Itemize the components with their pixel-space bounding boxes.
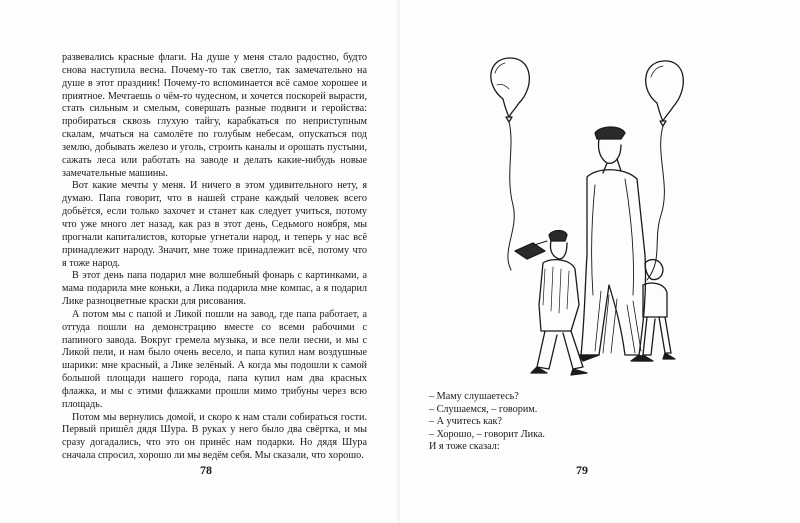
dialogue-line: – А учитесь как? xyxy=(429,416,502,428)
right-balloon-icon xyxy=(646,61,684,280)
boy-with-flag-figure xyxy=(515,231,587,376)
right-page xyxy=(400,0,800,523)
page-number-right: 79 xyxy=(576,463,588,477)
dialogue-block xyxy=(429,391,689,454)
paragraph: В этот день папа подарил мне волшебный фонарь с картинками, а мама подарила мне коньки, а Лика подарила мне компас, а я подарил Лике разноцветные краски для рисования. xyxy=(62,270,367,308)
dialogue-line: – Слушаемся, – говорим. xyxy=(429,403,538,415)
father-figure xyxy=(579,127,651,361)
paragraph: А потом мы с папой и Ликой пошли на завод, где папа работает, а оттуда пошли на демонстрацию вместе со всеми рабочими с папиного завода. Вокруг гремела музыка, и все пели песни, и мы с Ликой пели, и нам было очень весело, и папа купил нам воздушные шарики: мне красный, а Лике зелёный. А когда мы подошли к самой большой площади нашего города, папа купил нам два красных флажка, и мы с этими флажками прошли мимо трибуны через всю площадь. xyxy=(62,308,367,410)
paragraph: Вот какие мечты у меня. И ничего в этом удивительного нету, я думаю. Папа говорит, что в нашей стране каждый человек всего добьётся, если только захочет и станет как следует учиться, потому что уже много лет назад, как раз в этот день, Седьмого ноября, мы прогнали капиталистов, которые угнетали народ, и теперь у нас всё принадлежит народу. Значит, мне тоже принадлежит всё, потому что я тоже народ. xyxy=(62,180,367,269)
page-number-left: 78 xyxy=(200,463,212,477)
dialogue-line: И я тоже сказал: xyxy=(429,441,500,453)
illustration-father-children-balloons xyxy=(475,55,725,395)
dialogue-line: – Маму слушаетесь? xyxy=(429,391,519,402)
paragraph: развевались красные флаги. На душе у меня стало радостно, будто снова наступила весна. Почему-то так светло, так замечательно на душе в этот праздник! Почему-то вспоминается всё самое хорошее и приятное. Мечтаешь о чём-то чудесном, и хочется поскорей вырасти, стать сильным и смелым, совершать разные подвиги и геройства: пробираться сквозь глухую тайгу, карабкаться по неприступным скалам, мчаться на самолёте по голубым небесам, опускаться под землю, добывать железо и уголь, строить каналы и орошать пустыни, сажать леса или работать на заводе и делать какие-нибудь новые замечательные машины. xyxy=(62,52,367,179)
left-balloon-icon xyxy=(491,58,529,270)
dialogue-line: – Хорошо, – говорит Лика. xyxy=(429,428,545,440)
left-page-text xyxy=(62,52,367,463)
paragraph: Потом мы вернулись домой, и скоро к нам стали собираться гости. Первый пришёл дядя Шура. В руках у него было два свёртка, и мы сразу догадались, что это он принёс нам подарки. Но дядя Шура сначала спросил, хорошо ли мы ведём себя. Мы сказали, что хорошо. xyxy=(62,411,367,462)
girl-figure xyxy=(637,260,675,361)
